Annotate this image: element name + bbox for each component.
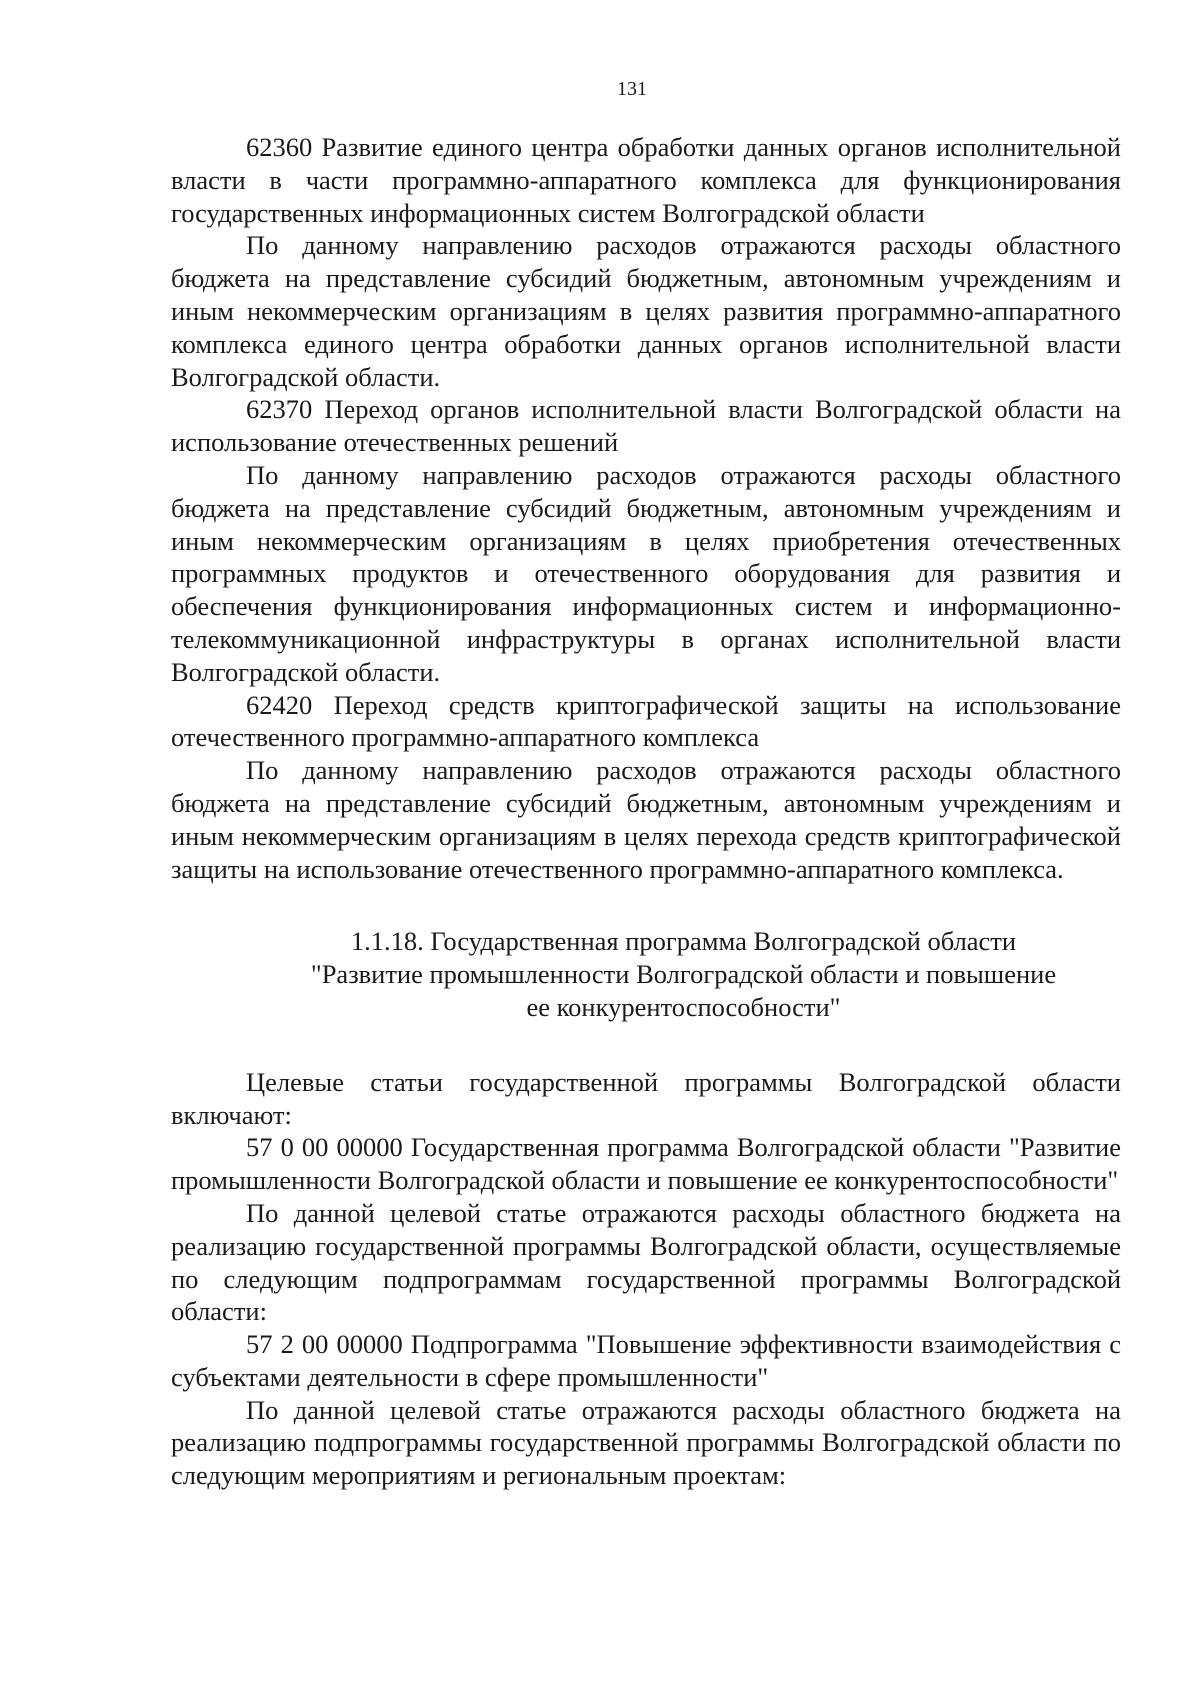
paragraph-572-subprogram-title: 57 2 00 00000 Подпрограмма "Повышение эффективности взаимодействия с субъектами деятельности в сфере промышленности" bbox=[171, 1329, 1121, 1392]
paragraph-62360-title: 62360 Развитие единого центра обработки данных органов исполнительной власти в части программно-аппаратного комплекса для функционирования государственных информационных систем Волгоградской области bbox=[171, 132, 1121, 228]
paragraph-572-subprogram-description: По данной целевой статье отражаются расходы областного бюджета на реализацию подпрограммы государственной программы Волгоградской области по следующим мероприятиям и региональным проектам: bbox=[171, 1394, 1121, 1491]
paragraph-62360-description: По данному направлению расходов отражаются расходы областного бюджета на представление субсидий бюджетным, автономным учреждениям и иным некоммерческим организациям в целях развития программно-аппаратного комплекса единого центра обработки данных органов исполнительной власти Волгоградской области. bbox=[171, 230, 1121, 392]
section-heading-line-2: "Развитие промышленности Волгоградской области и повышение bbox=[310, 959, 1057, 990]
section-heading-line-1: 1.1.18. Государственная программа Волгоградской области bbox=[350, 926, 1017, 957]
section-heading-line-3: ее конкурентоспособности" bbox=[526, 991, 841, 1022]
page-number: 131 bbox=[617, 78, 647, 100]
paragraph-570-program-description: По данной целевой статье отражаются расходы областного бюджета на реализацию государственной программы Волгоградской области, осуществляемые по следующим подпрограммам государственной программы Волгоградской области: bbox=[171, 1197, 1121, 1327]
paragraph-62370-title: 62370 Переход органов исполнительной власти Волгоградской области на использование отечественных решений bbox=[171, 394, 1121, 458]
paragraph-570-program-title: 57 0 00 00000 Государственная программа Волгоградской области "Развитие промышленности Волгоградской области и повышение ее конкурентоспособности" bbox=[171, 1132, 1121, 1196]
paragraph-62420-description: По данному направлению расходов отражаются расходы областного бюджета на представление субсидий бюджетным, автономным учреждениям и иным некоммерческим организациям в целях перехода средств криптографической защиты на использование отечественного программно-аппаратного комплекса. bbox=[171, 755, 1121, 884]
paragraph-target-articles-intro: Целевые статьи государственной программы Волгоградской области включают: bbox=[171, 1066, 1121, 1130]
paragraph-62420-title: 62420 Переход средств криптографической защиты на использование отечественного программно-аппаратного комплекса bbox=[171, 689, 1121, 753]
section-heading bbox=[171, 885, 1121, 1065]
paragraph-62370-description: По данному направлению расходов отражаются расходы областного бюджета на представление субсидий бюджетным, автономным учреждениям и иным некоммерческим организациям в целях приобретения отечественных программных продуктов и отечественного оборудования для развития и обеспечения функционирования информационных систем и информационно-телекоммуникационной инфраструктуры в органах исполнительной власти Волгоградской области. bbox=[171, 459, 1121, 687]
document-body bbox=[171, 131, 1121, 1492]
